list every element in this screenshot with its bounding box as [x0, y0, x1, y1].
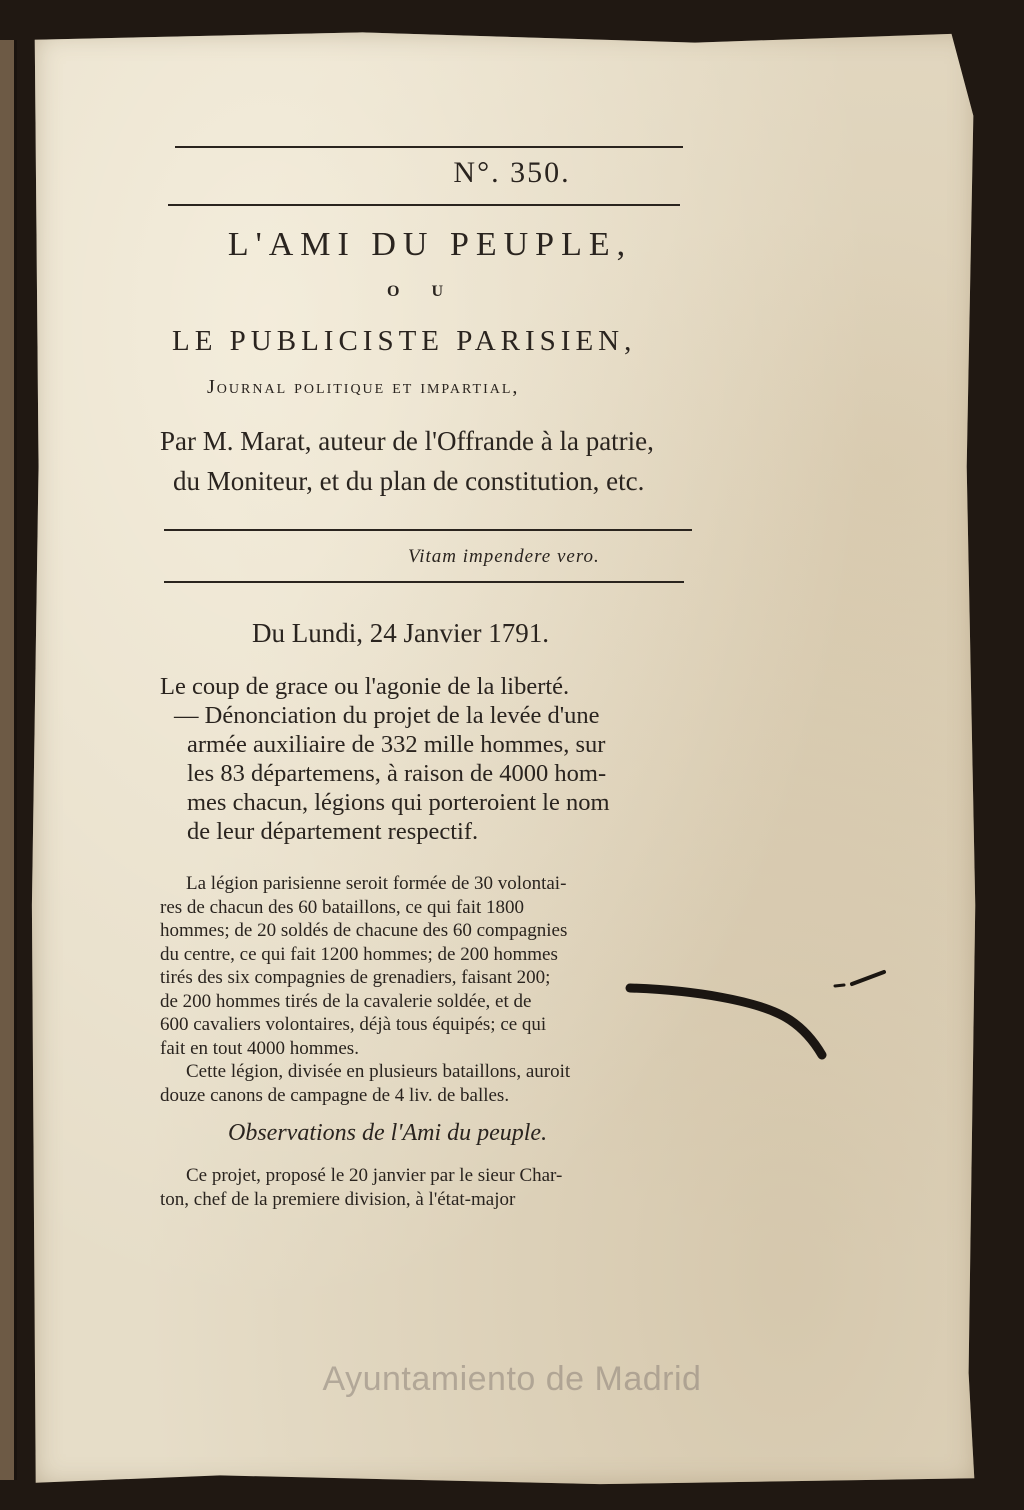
summary-line: de leur département respectif. — [187, 818, 479, 845]
body-line: Ce projet, proposé le 20 janvier par le sieur Char- — [186, 1165, 563, 1186]
summary-line: — Dénonciation du projet de la levée d'une — [174, 702, 600, 729]
journal-description: Journal politique et impartial, — [207, 376, 520, 398]
motto-rule-bottom — [164, 581, 684, 583]
issue-number: N°. 350. — [453, 156, 571, 189]
header-rule-below-issue — [168, 204, 680, 206]
summary-line: Le coup de grace ou l'agonie de la liberté. — [160, 673, 570, 700]
body-line: ton, chef de la premiere division, à l'état-major — [160, 1189, 516, 1210]
motto-rule-top — [164, 529, 692, 531]
summary-line: armée auxiliaire de 332 mille hommes, sur — [187, 731, 606, 758]
body-line: fait en tout 4000 hommes. — [160, 1037, 359, 1059]
body-line: douze canons de campagne de 4 liv. de balles. — [160, 1084, 510, 1106]
author-line-2: du Moniteur, et du plan de constitution, etc. — [173, 466, 645, 496]
body-line: tirés des six compagnies de grenadiers, faisant 200; — [160, 967, 551, 988]
newspaper-title: L'AMI DU PEUPLE, — [227, 226, 633, 263]
observations-body — [160, 1164, 562, 1212]
body-line: 600 cavaliers volontaires, déjà tous équipés; ce qui — [160, 1014, 547, 1035]
header-rule-top — [175, 146, 683, 148]
issue-date: Du Lundi, 24 Janvier 1791. — [252, 618, 549, 648]
body-line: du centre, ce qui fait 1200 hommes; de 200 hommes — [160, 943, 558, 965]
summary-line: mes chacun, légions qui porteroient le nom — [187, 789, 610, 816]
title-conjunction: O U — [387, 283, 457, 300]
newspaper-subtitle: LE PUBLICISTE PARISIEN, — [172, 325, 637, 357]
motto: Vitam impendere vero. — [408, 546, 600, 567]
body-line: Cette légion, divisée en plusieurs bataillons, auroit — [186, 1061, 571, 1082]
watermark: Ayuntamiento de Madrid — [322, 1360, 702, 1398]
article-body — [160, 872, 570, 1107]
observations-heading: Observations de l'Ami du peuple. — [228, 1120, 548, 1146]
body-line: hommes; de 20 soldés de chacune des 60 compagnies — [160, 920, 568, 941]
body-line: La légion parisienne seroit formée de 30 volontai- — [186, 873, 567, 894]
summary-line: les 83 départemens, à raison de 4000 hom- — [187, 760, 607, 787]
body-line: de 200 hommes tirés de la cavalerie soldée, et de — [160, 990, 532, 1012]
article-summary — [160, 672, 610, 846]
author-line-1: Par M. Marat, auteur de l'Offrande à la patrie, — [160, 426, 654, 456]
body-line: res de chacun des 60 bataillons, ce qui fait 1800 — [160, 896, 525, 918]
